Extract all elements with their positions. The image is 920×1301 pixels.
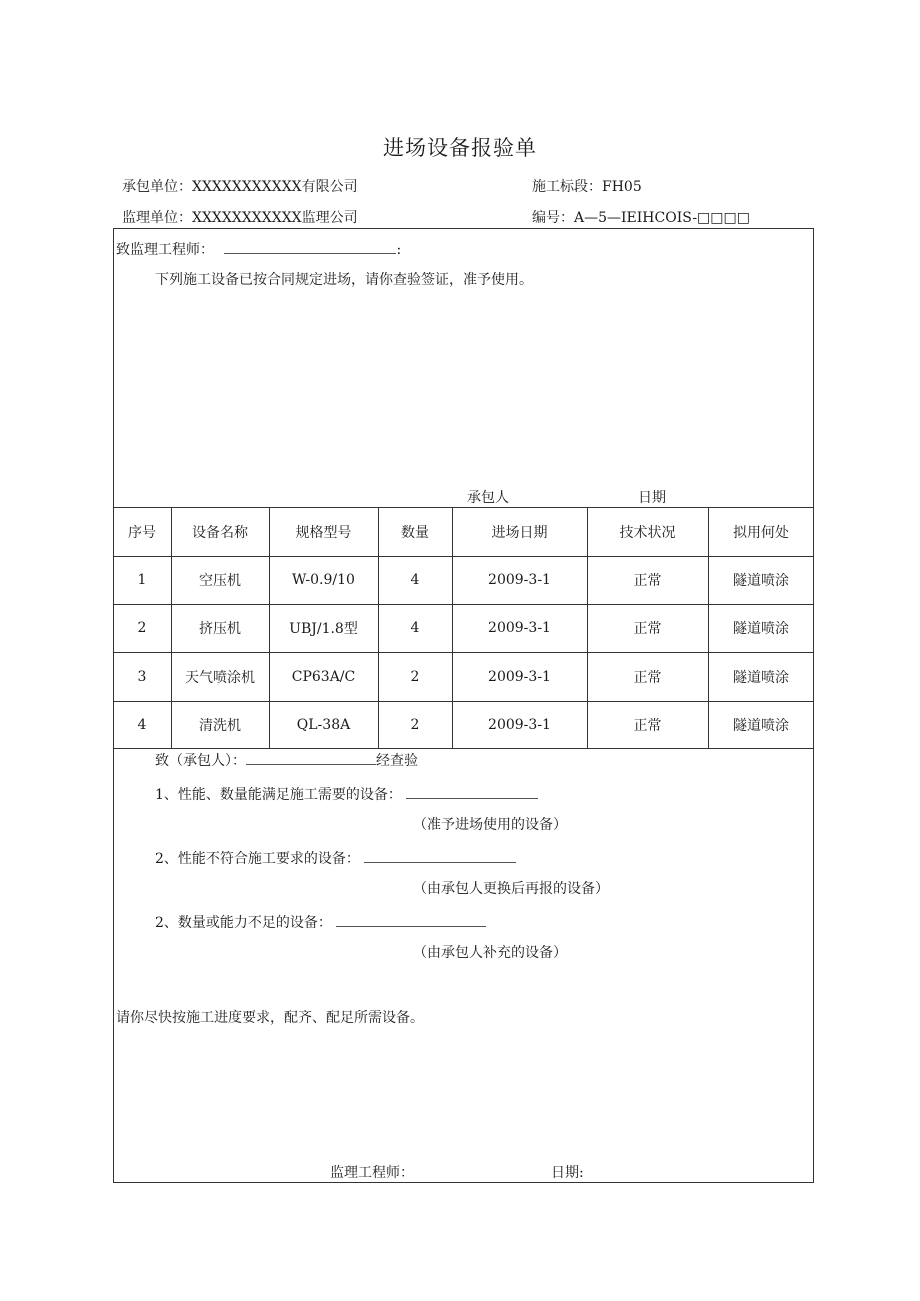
reply-item2-line	[155, 850, 516, 866]
reply-closing: 请你尽快按施工进度要求，配齐、配足所需设备。	[116, 1010, 424, 1026]
table-header-usage: 拟用何处	[733, 524, 789, 541]
table-cell-quantity: 4	[410, 620, 420, 636]
table-header-model: 规格型号	[295, 524, 352, 541]
section-label: 施工标段：	[532, 179, 602, 195]
table-header-quantity: 数量	[401, 524, 429, 541]
table-header-status: 技术状况	[619, 524, 676, 541]
reply-item3-line	[155, 914, 486, 930]
table-cell-status: 正常	[633, 573, 662, 589]
reply-item3: 2、数量或能力不足的设备：	[155, 915, 332, 931]
table-cell-index: 4	[137, 716, 147, 733]
engineer-name-blank[interactable]	[224, 241, 396, 254]
contractor-name-blank[interactable]	[246, 752, 376, 765]
table-header-date: 进场日期	[491, 524, 548, 541]
reply-item1: 1、性能、数量能满足施工需要的设备：	[155, 787, 402, 803]
table-cell-usage: 隧道喷涂	[733, 717, 789, 734]
table-cell-quantity: 4	[410, 572, 420, 588]
supervisor-value: XXXXXXXXXXX监理公司	[192, 210, 358, 226]
table-header-name: 设备名称	[192, 524, 248, 541]
reply-item3-note: （由承包人补充的设备）	[413, 945, 567, 961]
supervisor-label: 监理单位：	[122, 210, 192, 226]
item3-blank[interactable]	[336, 914, 486, 927]
reply-to-label: 致（承包人）：	[155, 753, 246, 769]
section-line	[532, 180, 642, 194]
table-cell-name: 空压机	[199, 573, 241, 589]
contractor-sign-label: 承包人	[467, 490, 509, 506]
request-date-label: 日期	[638, 490, 666, 506]
item2-blank[interactable]	[364, 850, 516, 863]
table-cell-name: 天气喷涂机	[185, 669, 255, 686]
table-cell-status: 正常	[633, 717, 662, 734]
table-cell-name: 挤压机	[199, 621, 241, 637]
number-label: 编号：	[532, 210, 574, 226]
engineer-sign-label: 监理工程师：	[330, 1165, 414, 1181]
request-to-label: 致监理工程师：	[116, 242, 214, 258]
number-line	[532, 211, 750, 225]
table-cell-index: 2	[137, 620, 147, 636]
item1-blank[interactable]	[406, 786, 538, 799]
table-cell-index: 1	[137, 572, 147, 588]
table-cell-date: 2009-3-1	[488, 716, 551, 733]
table-cell-model: CP63A/C	[291, 668, 356, 685]
table-cell-name: 清洗机	[199, 717, 241, 734]
reply-date-label: 日期:	[551, 1165, 584, 1181]
table-cell-date: 2009-3-1	[488, 620, 551, 636]
table-cell-model: QL-38A	[296, 716, 351, 733]
request-colon: :	[396, 242, 402, 258]
table-cell-usage: 隧道喷涂	[733, 669, 789, 686]
contractor-label: 承包单位：	[122, 179, 192, 195]
table-cell-quantity: 2	[410, 716, 420, 733]
reply-item1-line	[155, 786, 538, 802]
supervisor-line	[122, 211, 358, 225]
contractor-value: XXXXXXXXXXX有限公司	[192, 179, 358, 195]
table-cell-status: 正常	[633, 621, 662, 637]
table-bottom-border	[113, 748, 814, 749]
request-to-line	[116, 241, 401, 257]
request-body: 下列施工设备已按合同规定进场，请你查验签证，准予使用。	[155, 272, 533, 288]
table-cell-usage: 隧道喷涂	[733, 573, 789, 589]
contractor-line	[122, 180, 358, 194]
reply-item2: 2、性能不符合施工要求的设备：	[155, 851, 360, 867]
reply-to-line	[155, 752, 418, 768]
page-title: 进场设备报验单	[383, 136, 537, 160]
number-value: A—5—IEIHCOIS-□□□□	[574, 210, 750, 226]
table-cell-quantity: 2	[410, 668, 420, 685]
table-cell-model: UBJ/1.8型	[289, 621, 358, 637]
table-cell-status: 正常	[633, 669, 662, 686]
reply-item2-note: （由承包人更换后再报的设备）	[413, 881, 609, 897]
reply-checked: 经查验	[376, 753, 418, 769]
table-cell-usage: 隧道喷涂	[733, 621, 789, 637]
table-cell-index: 3	[137, 668, 147, 685]
table-cell-date: 2009-3-1	[488, 668, 551, 685]
reply-item1-note: （准予进场使用的设备）	[413, 817, 567, 833]
table-header-index: 序号	[128, 524, 156, 541]
section-value: FH05	[602, 179, 642, 195]
table-cell-model: W-0.9/10	[292, 572, 355, 588]
table-cell-date: 2009-3-1	[488, 572, 551, 588]
